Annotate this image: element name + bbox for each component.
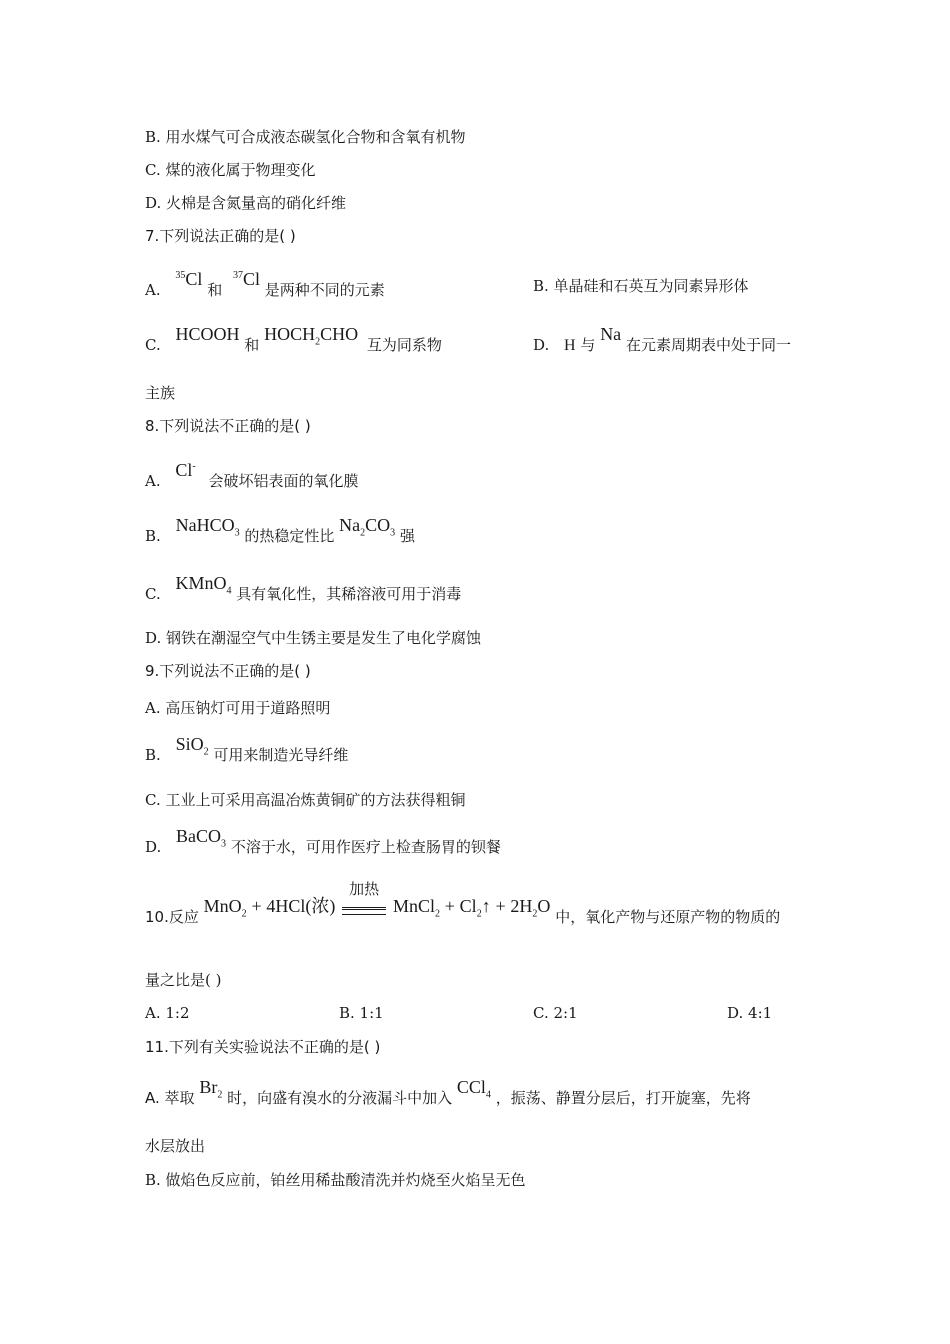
q8-option-b	[145, 515, 415, 554]
plus-sign: +	[444, 896, 455, 916]
formula-br2: $Br_2$	[199, 1077, 223, 1101]
plus-sign: +	[495, 896, 506, 916]
q10-stem	[145, 879, 781, 935]
symbol-h: H	[564, 337, 576, 354]
q9-option-c: C. 工业上可采用高温冶炼黄铜矿的方法获得粗铜	[145, 791, 466, 809]
q9-option-b	[145, 734, 349, 773]
question-number: 10.反应	[145, 908, 199, 926]
text: 强	[399, 527, 415, 545]
condition-label: 加热	[349, 879, 380, 898]
text: 不溶于水，可用作医疗上检查肠胃的钡餐	[230, 838, 501, 856]
option-label: A.	[145, 472, 161, 490]
q7-option-d-continued: 主族	[145, 384, 176, 402]
text: 互为同系物	[366, 336, 442, 354]
q10-option-a: A. 1:2	[145, 1004, 190, 1022]
q7-option-b: B. 单晶硅和石英互为同素异形体	[533, 277, 749, 295]
formula-kmno4: KMnO$_4$	[175, 573, 232, 597]
reactant-hcl: 4HCl(浓)	[266, 896, 336, 916]
q9-option-a: A. 高压钠灯可用于道路照明	[145, 699, 331, 717]
q11-option-a	[145, 1077, 751, 1116]
text: 和	[244, 336, 260, 354]
q11-stem: 11.下列有关实验说法不正确的是( )	[145, 1038, 381, 1056]
text: 在元素周期表中处于同一	[625, 336, 791, 354]
option-label: A.	[145, 281, 161, 299]
formula-sio2: SiO$_2$	[175, 734, 209, 758]
option-label: C.	[145, 336, 161, 354]
text: 具有氧化性，其稀溶液可用于消毒	[236, 585, 462, 603]
q8-option-d: D. 钢铁在潮湿空气中生锈主要是发生了电化学腐蚀	[145, 629, 482, 647]
text: 会破坏铝表面的氧化膜	[208, 472, 359, 490]
q6-option-c: C. 煤的液化属于物理变化	[145, 161, 316, 179]
formula-ccl4: CCl$_4$	[456, 1077, 491, 1101]
gas-arrow-icon: ↑	[481, 896, 491, 916]
q7-stem: 7.下列说法正确的是( )	[145, 227, 296, 245]
q9-option-d	[145, 826, 501, 865]
q7-option-d	[533, 324, 791, 356]
formula-baco3: BaCO$_3$	[176, 826, 227, 850]
formula-nahco3: NaHCO$_3$	[175, 515, 240, 539]
isotope-cl35: $^{35}$Cl	[175, 269, 203, 289]
text: 与	[580, 336, 596, 354]
q10-option-d: D. 4:1	[727, 1004, 773, 1022]
product-h2o: $2H_2O$	[510, 896, 551, 920]
product-mncl2: MnCl$_2$	[392, 896, 440, 920]
q8-option-a	[145, 460, 359, 491]
formula-hoch2cho: $HOCH_2CHO$	[264, 324, 359, 348]
text: 的热稳定性比	[244, 527, 335, 545]
equals-sign	[342, 907, 386, 915]
q11-option-b: B. 做焰色反应前，铂丝用稀盐酸清洗并灼烧至火焰呈无色	[145, 1171, 526, 1189]
reactant-mno2: MnO$_2$	[203, 896, 247, 920]
q8-stem: 8.下列说法不正确的是( )	[145, 417, 311, 435]
isotope-cl37: $^{37}$Cl	[232, 269, 260, 289]
option-label: B.	[145, 746, 161, 764]
text: 是两种不同的元素	[264, 281, 385, 299]
option-label: C.	[145, 585, 161, 603]
text: 和	[207, 281, 223, 299]
option-label: B.	[145, 527, 161, 545]
q6-option-d: D. 火棉是含氮量高的硝化纤维	[145, 194, 347, 212]
text: ，振荡、静置分层后，打开旋塞，先将	[495, 1089, 751, 1107]
formula-na2co3: $Na_2CO_3$	[339, 515, 396, 539]
formula-cl-ion: Cl-	[175, 460, 196, 480]
q11-option-a-continued: 水层放出	[145, 1137, 206, 1155]
q9-stem: 9.下列说法不正确的是( )	[145, 662, 311, 680]
q10-option-b: B. 1:1	[339, 1004, 384, 1022]
plus-sign: +	[251, 896, 262, 916]
reaction-condition-arrow	[342, 879, 386, 925]
formula-hcooh: HCOOH	[175, 324, 240, 344]
text: 可用来制造光导纤维	[213, 746, 349, 764]
q7-option-a	[145, 269, 385, 300]
option-label: D.	[533, 336, 550, 354]
q10-option-c: C. 2:1	[533, 1004, 578, 1022]
text: 中，氧化产物与还原产物的物质的	[555, 908, 781, 926]
product-cl2: $Cl_2↑$	[459, 896, 491, 920]
option-label: D.	[145, 838, 162, 856]
option-label: A. 萃取	[145, 1089, 195, 1107]
symbol-na: Na	[600, 324, 622, 344]
q8-option-c	[145, 573, 462, 612]
q7-option-c	[145, 324, 442, 363]
q10-stem-continued: 量之比是( )	[145, 971, 222, 989]
text: 时，向盛有溴水的分液漏斗中加入	[227, 1089, 453, 1107]
q6-option-b: B. 用水煤气可合成液态碳氢化合物和含氧有机物	[145, 128, 466, 146]
